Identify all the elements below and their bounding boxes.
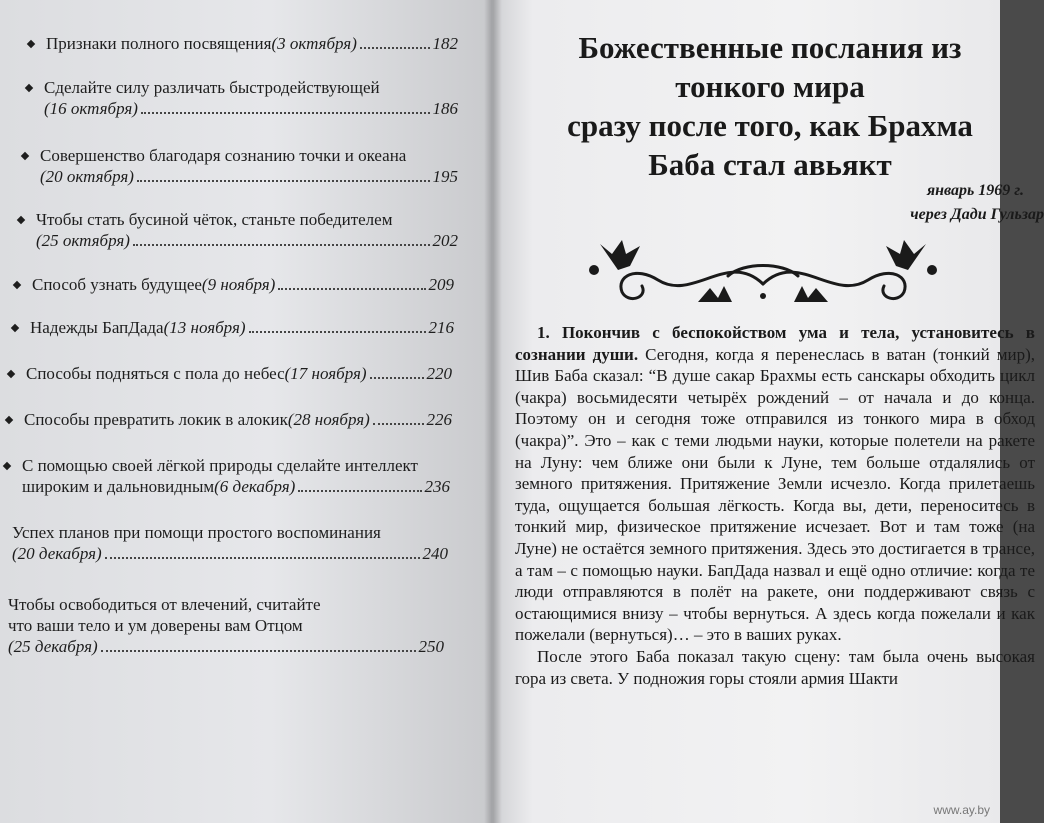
toc-date: (9 ноября) [201, 275, 276, 294]
toc-date: (17 ноября) [284, 364, 367, 383]
toc-entry [14, 274, 454, 295]
toc-entry [6, 409, 452, 430]
dot-leader [141, 112, 430, 114]
bullet-icon [11, 324, 19, 332]
toc-title: Успех планов при помощи простого воспоминания [12, 523, 381, 542]
dot-leader [360, 47, 430, 49]
toc-page: 216 [428, 318, 454, 337]
dot-leader [278, 288, 425, 290]
toc-page: 226 [426, 410, 452, 429]
toc-entry [12, 317, 454, 338]
toc-title: Способы превратить локик в алокик [24, 410, 288, 429]
toc-title: Чтобы стать бусиной чёток, станьте победителем [36, 210, 393, 229]
toc-title: С помощью своей лёгкой природы сделайте интеллект [22, 456, 418, 475]
toc-entry [12, 522, 448, 564]
chapter-via: через Дади Гульзар [910, 206, 1044, 223]
chapter-title-line: тонкого мира [675, 69, 865, 104]
toc-date: (3 октября) [271, 34, 357, 53]
toc-date: (20 октября) [40, 167, 134, 186]
toc-page: 240 [422, 544, 448, 563]
toc-page: 209 [428, 275, 454, 294]
watermark: www.ay.by [933, 803, 990, 817]
toc-date: (20 декабря) [12, 544, 102, 563]
toc-page: 182 [432, 34, 458, 53]
toc-entry [8, 363, 452, 384]
toc-entry [4, 455, 450, 497]
left-page [0, 0, 492, 823]
toc-title: что ваши тело и ум доверены вам Отцом [8, 616, 303, 635]
chapter-title-line: Баба стал авьякт [648, 147, 892, 182]
toc-title: Признаки полного посвящения [46, 34, 272, 53]
toc-page: 186 [432, 99, 458, 118]
toc-title: Сделайте силу различать быстродействующей [44, 78, 380, 97]
toc-entry [8, 594, 444, 657]
toc-entry [28, 33, 458, 54]
bullet-icon [7, 370, 15, 378]
body-paragraph: Сегодня, когда я перенеслась в ватан (тонкий мир), Шив Баба сказал: “В душе сакар Брахмы есть санскары обходить цикл (чакра) восьмидесяти четырёх рождений – от начала и до конца. Поэтому он и сегодня тоже отправился из тонкого мира в обход (чакра)”. Это – как с теми людьми науки, которые полетели на ракете на Луну: чем ближе они были к Луне, тем больше отдалялись от земного притяжения. Притяжение Земли исчезло. Когда прилетаешь туда, ощущается большая лёгкость. Когда вы, дети, переноситесь в тонкий мир, физическое притяжение исчезает. Вот и там тоже (на Луне) не остаётся земного притяжения. Здесь это достигается в трансе, а там – с помощью науки. БапДада назвал и ещё одно отличие: когда те люди отправляются в полёт на ракете, они поддерживают связь с остающимися внизу – чтобы вернуться. А здесь когда пожелали и как пожелали (вернуться)… – это в ваших руках. [515, 344, 1036, 645]
toc-date: (25 октября) [36, 231, 130, 250]
toc-title: Совершенство благодаря сознанию точки и океана [40, 146, 407, 165]
dot-leader [249, 331, 426, 333]
dot-leader [370, 377, 424, 379]
bullet-icon [21, 152, 29, 160]
bullet-icon [25, 84, 33, 92]
toc-page: 220 [426, 364, 452, 383]
dot-leader [101, 650, 416, 652]
body-paragraph: После этого Баба показал такую сцену: там была очень высокая гора из света. У подножия горы стояли армия Шакти [515, 646, 1035, 688]
dot-leader [373, 423, 424, 425]
chapter-body [515, 322, 1035, 689]
chapter-title [540, 28, 1000, 184]
toc-date: (13 ноября) [163, 318, 246, 337]
toc-title: Чтобы освободиться от влечений, считайте [8, 595, 321, 614]
toc-title: широким и дальновидным [22, 477, 215, 496]
toc-date: (25 декабря) [8, 637, 98, 656]
chapter-title-line: Божественные послания из [578, 30, 962, 65]
chapter-date: январь 1969 г. [926, 182, 1024, 199]
bullet-icon [5, 416, 13, 424]
bullet-icon [27, 40, 35, 48]
bullet-icon [13, 281, 21, 289]
toc-page: 250 [418, 637, 444, 656]
bullet-icon [17, 216, 25, 224]
toc-date: (16 октября) [44, 99, 138, 118]
bullet-icon [3, 462, 11, 470]
toc-entry [22, 145, 458, 187]
book-gutter-shadow [484, 0, 502, 823]
toc-title: Надежды БапДада [30, 318, 164, 337]
toc-date: (6 декабря) [214, 477, 296, 496]
dot-leader [137, 180, 430, 182]
section-heading: 1. Покончив с беспокойством ума и тела, установитесь в сознании души. [515, 323, 1035, 364]
toc-title: Способы подняться с пола до небес [26, 364, 285, 383]
toc-page: 195 [432, 167, 458, 186]
chapter-title-line: сразу после того, как Брахма [567, 108, 973, 143]
toc-page: 236 [424, 477, 450, 496]
dot-leader [133, 244, 430, 246]
toc-date: (28 ноября) [287, 410, 370, 429]
decorative-flourish-icon [578, 240, 948, 312]
toc-title: Способ узнать будущее [32, 275, 202, 294]
dot-leader [298, 490, 421, 492]
toc-page: 202 [432, 231, 458, 250]
toc-entry [18, 209, 458, 251]
toc-entry [26, 77, 458, 119]
dot-leader [105, 557, 420, 559]
